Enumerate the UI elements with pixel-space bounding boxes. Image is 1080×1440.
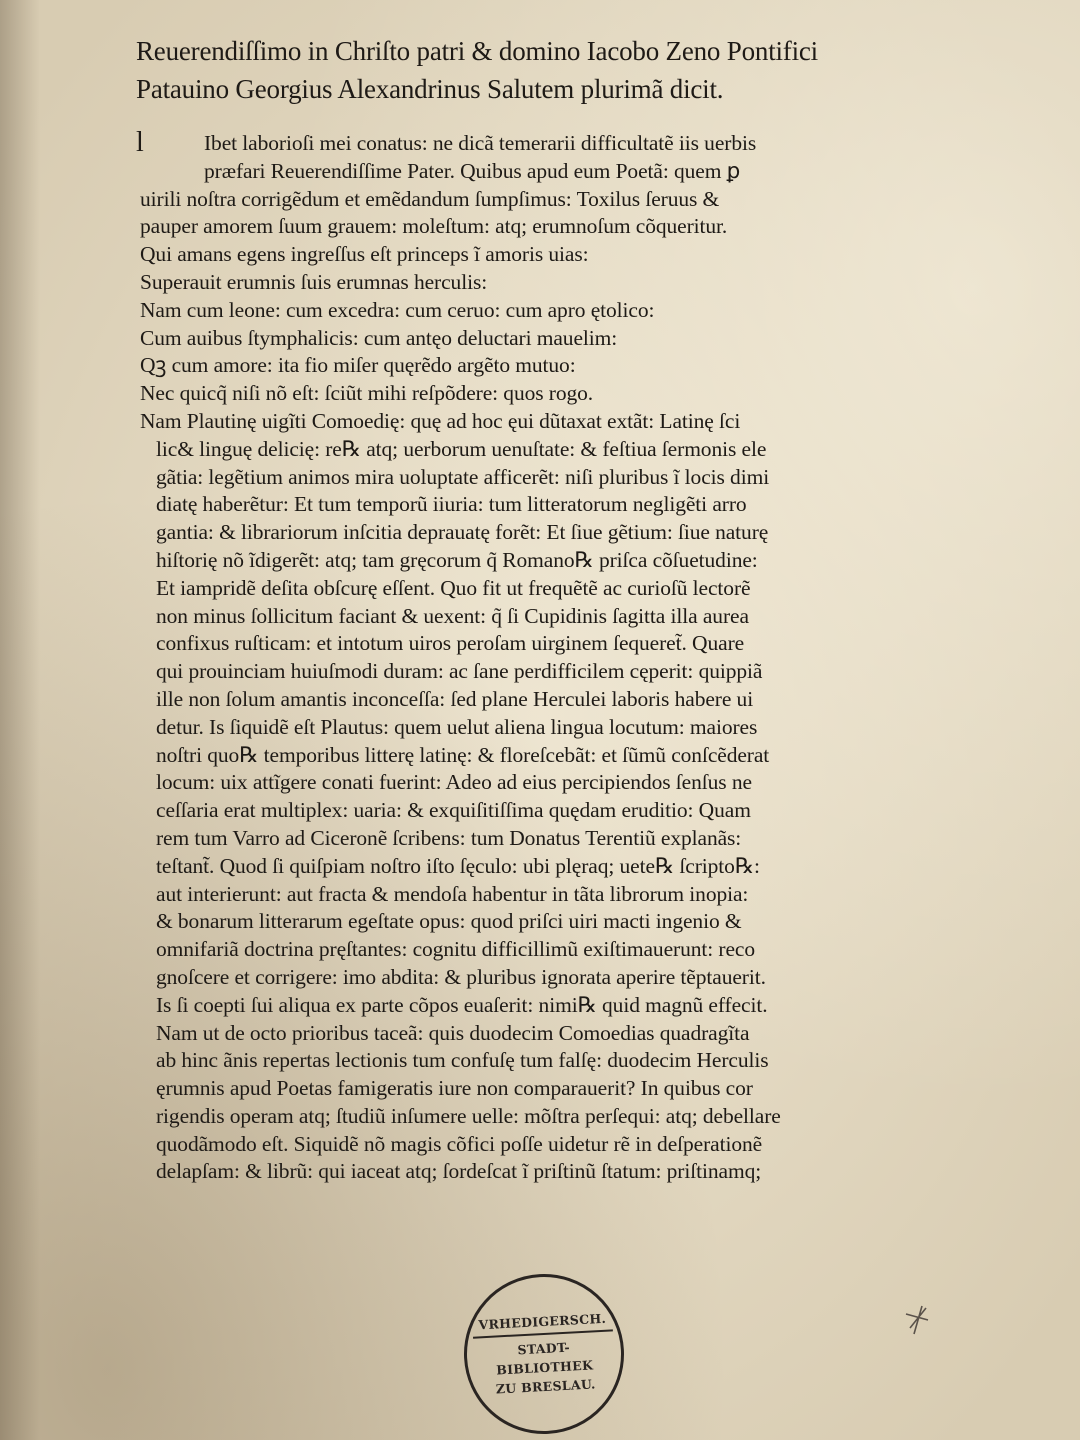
text-line: Cum auibus ſtymphalicis: cum antęo deluctari mauelim: (140, 325, 618, 350)
text-line: pauper amorem ſuum grauem: moleſtum: atq; erumnoſum cõqueritur. (140, 214, 728, 239)
text-line: Nam cum leone: cum excedra: cum ceruo: cum apro ętolico: (140, 297, 655, 322)
heading-line-1: Reuerendiſſimo in Chriſto patri & domino Iacobo Zeno Pontifici (136, 36, 818, 66)
text-line: præfari Reuerendiſſime Pater. Quibus apud eum Poetã: quem ꝑ (204, 158, 741, 183)
text-line: lic& linguę delicię: re℞ atq; uerborum uenuſtate: & feſtiua ſermonis ele (156, 436, 767, 461)
text-line: rigendis operam atq; ſtudiũ inſumere uelle: mõſtra perſequi: atq; debellare (156, 1103, 781, 1128)
text-line: Qꝫ cum amore: ita fio miſer quęrẽdo argẽto mutuo: (140, 353, 576, 378)
text-line: noſtri quo℞ temporibus litterę latinę: & floreſcebãt: et ſũmũ conſcẽderat (156, 742, 770, 767)
text-line: Qui amans egens ingreſſus eſt princeps ĩ amoris uias: (140, 242, 589, 267)
stamp-line-1: VRHEDIGERSCH. (472, 1308, 613, 1338)
page-edge-shadow (0, 0, 40, 1440)
text-line: omnifariã doctrina pręſtantes: cognitu difficillimũ exiſtimauerunt: reco (156, 937, 755, 962)
text-line: Ibet laborioſi mei conatus: ne dicã temerarii difficultatẽ iis uerbis (204, 131, 757, 155)
stamp-line-4: ZU BRESLAU. (495, 1376, 596, 1397)
asterisk-mark-icon (900, 1300, 934, 1340)
text-line: ille non ſolum amantis inconceſſa: ſed plane Herculei laboris habere ui (156, 686, 754, 711)
text-line: ęrumnis apud Poetas famigeratis iure non comparauerit? In quibus cor (156, 1076, 753, 1101)
text-line: Is ſi coepti ſui aliqua ex parte cõpos euaſerit: nimi℞ quid magnũ effecit. (156, 992, 768, 1017)
text-line: ceſſaria erat multiplex: uaria: & exquiſitiſſima quędam eruditio: Quam (156, 798, 751, 823)
text-line: ab hinc ãnis repertas lectionis tum confuſę tum falſę: duodecim Herculis (156, 1048, 769, 1073)
library-stamp (460, 1270, 628, 1438)
text-line: aut interierunt: aut fracta & mendoſa habentur in tãta librorum inopia: (156, 881, 749, 906)
text-line: quodãmodo eſt. Siquidẽ nõ magis cõfici poſſe uidetur rẽ in deſperationẽ (156, 1131, 763, 1156)
text-line: gantia: & librariorum inſcitia deprauatę forẽt: Et ſiue gẽtium: ſiue naturę (156, 520, 769, 545)
heading-line-2: Patauino Georgius Alexandrinus Salutem plurimã dicit. (136, 74, 724, 104)
text-line: delapſam: & librũ: qui iaceat atq; ſordeſcat ĩ priſtinũ ſtatum: priſtinamq; (156, 1159, 762, 1184)
text-line: gãtia: legẽtium animos mira uoluptate afficerẽt: niſi pluribus ĩ locis dimi (156, 464, 770, 489)
text-line: Nam Plautinę uigĩti Comoedię: quę ad hoc ęui dũtaxat extãt: Latinę ſci (140, 408, 741, 433)
dedication-heading (136, 32, 1036, 108)
text-line: non minus ſollicitum faciant & uexent: q̃ ſi Cupidinis ſagitta illa aurea (156, 603, 749, 628)
stamp-line-2: STADT- (517, 1339, 571, 1358)
text-line: Superauit erumnis ſuis erumnas herculis: (140, 269, 488, 294)
initial-letter: l (136, 127, 144, 158)
text-line: Nam ut de octo prioribus taceã: quis duodecim Comoedias quadragĩta (156, 1020, 750, 1045)
text-line: hiſtorię nõ ĩdigerẽt: atq; tam gręcorum q̃ Romano℞ priſca cõſuetudine: (156, 547, 758, 572)
text-line: teſtant̃. Quod ſi quiſpiam noſtro iſto ſęculo: ubi plęraq; uete℞ ſcripto℞: (156, 853, 760, 878)
text-line: qui prouinciam huiuſmodi duram: ac ſane perdifficilem cęperit: quippiã (156, 659, 763, 684)
text-line: locum: uix attĩgere conati fuerint: Adeo ad eius percipiendos ſenſus ne (156, 770, 752, 795)
text-line: detur. Is ſiquidẽ eſt Plautus: quem uelut aliena lingua locutum: maiores (156, 714, 758, 739)
text-line: uirili noſtra corrigẽdum et emẽdandum ſumpſimus: Toxilus ſeruus & (140, 186, 720, 211)
text-line: rem tum Varro ad Ciceronẽ ſcribens: tum Donatus Terentiũ explanãs: (156, 825, 742, 850)
text-line: Et iampridẽ deſita obſcurę eſſent. Quo fit ut frequẽtẽ ac curioſũ lectorẽ (156, 575, 751, 600)
text-line: Nec quicq̃ niſi nõ eſt: ſciũt mihi reſpõdere: quos rogo. (140, 381, 594, 406)
body-text (140, 130, 900, 1186)
text-line: confixus ruſticam: et intotum uiros peroſam uirginem ſequeret̃. Quare (156, 631, 745, 656)
text-line: diatę haberẽtur: Et tum temporũ iiuria: tum litteratorum negligẽti arro (156, 492, 747, 517)
stamp-line-3: BIBLIOTHEK (495, 1357, 594, 1378)
text-line: & bonarum litterarum egeſtate opus: quod priſci uiri macti ingenio & (156, 909, 742, 934)
text-line: gnoſcere et corrigere: imo abdita: & pluribus ignorata aperire tẽptauerit. (156, 964, 766, 989)
